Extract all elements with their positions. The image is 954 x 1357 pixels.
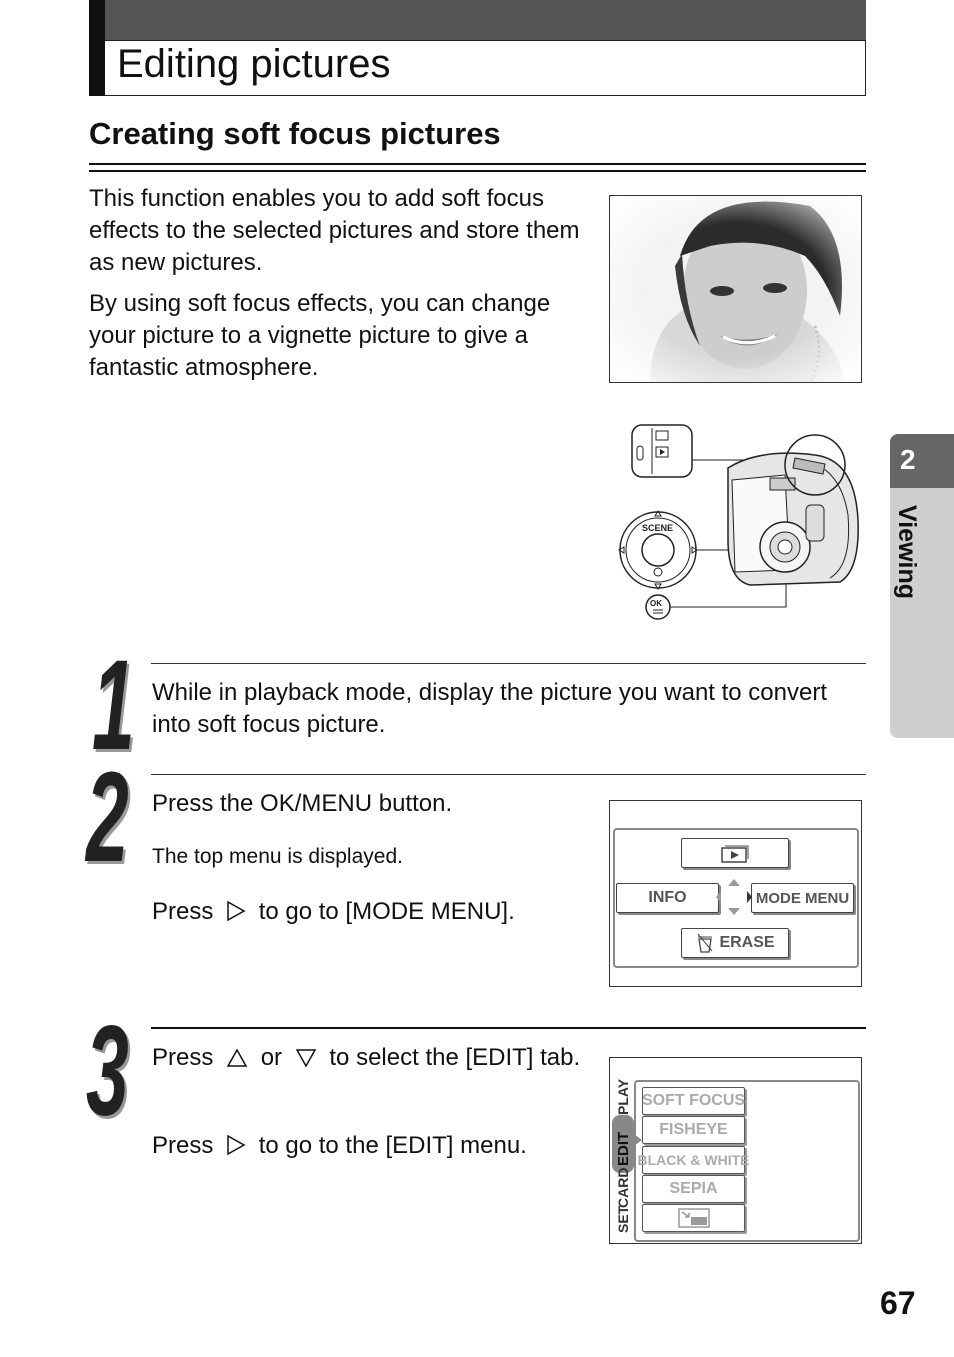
sample-photo <box>609 195 862 383</box>
step-2-text: Press the OK/MENU button. <box>152 790 453 817</box>
step-3-number: 3 <box>86 1000 127 1143</box>
page-title: Editing pictures <box>117 42 391 86</box>
section-title: Creating soft focus pictures <box>89 116 501 151</box>
menu-item-fisheye: FISHEYE <box>642 1116 745 1144</box>
intro-paragraph-2: By using soft focus effects, you can change your picture to a vignette picture to give a fantastic atmosphere. <box>89 290 551 381</box>
step-1-rule <box>151 663 866 664</box>
right-arrow-icon <box>226 900 246 922</box>
up-arrow-icon <box>226 1048 248 1068</box>
step-3-instruction-1 <box>152 1042 582 1074</box>
menu-item-soft-focus: SOFT FOCUS <box>642 1087 745 1115</box>
intro-paragraph-1: This function enables you to add soft focus effects to the selected pictures and store them as new pictures. <box>89 185 580 276</box>
step-3-or: or <box>260 1044 283 1071</box>
step-3-rule <box>151 1027 866 1029</box>
step-3-instruction-2 <box>152 1130 527 1162</box>
chapter-label: Viewing <box>893 505 921 600</box>
scene-label: SCENE <box>642 523 674 533</box>
step-3-press-2: Press <box>152 1132 214 1159</box>
step-2-instruction <box>152 896 515 928</box>
step-3-press-1: Press <box>152 1044 214 1071</box>
trash-icon <box>695 932 715 954</box>
chapter-label-wrap <box>893 505 923 615</box>
section-rule <box>89 163 866 172</box>
header-accent <box>89 0 105 96</box>
top-menu-screen <box>609 800 862 987</box>
erase-menu-item <box>681 928 789 958</box>
header-bar <box>89 0 866 40</box>
step-2-goto: to go to [MODE MENU]. <box>258 898 515 925</box>
playback-menu-item <box>681 838 789 868</box>
ok-label: OK <box>650 599 662 608</box>
step-2-press: Press <box>152 898 214 925</box>
info-menu-item: INFO <box>616 883 719 913</box>
tab-set: SET <box>615 1205 631 1233</box>
mode-menu-item: MODE MENU <box>751 883 854 913</box>
menu-item-resize <box>642 1204 745 1232</box>
chapter-number: 2 <box>890 434 954 488</box>
step-2-subtext: The top menu is displayed. <box>152 845 403 868</box>
resize-icon <box>677 1207 711 1229</box>
playback-icon <box>719 842 751 864</box>
step-2-number: 2 <box>86 746 127 889</box>
step-1-number: 1 <box>92 634 133 777</box>
right-arrow-icon <box>226 1134 246 1156</box>
arrow-pad-icon <box>714 875 754 919</box>
tab-edit: EDIT <box>615 1131 632 1166</box>
menu-item-sepia: SEPIA <box>642 1175 745 1203</box>
page-number: 67 <box>880 1285 916 1321</box>
edit-menu-screen <box>609 1057 862 1244</box>
tab-play: PLAY <box>615 1078 631 1115</box>
step-3-goto: to go to the [EDIT] menu. <box>258 1132 527 1159</box>
down-arrow-icon <box>295 1048 317 1068</box>
tab-pointer-icon <box>634 1134 642 1146</box>
step-1-text: While in playback mode, display the picture you want to convert into soft focus picture. <box>152 679 828 738</box>
camera-diagram <box>610 420 865 625</box>
menu-item-black-white: BLACK & WHITE <box>642 1146 745 1174</box>
tab-card: CARD <box>615 1167 631 1208</box>
step-3-select: to select the [EDIT] tab. <box>329 1044 581 1071</box>
erase-label: ERASE <box>719 934 775 951</box>
step-2-rule <box>151 774 866 775</box>
